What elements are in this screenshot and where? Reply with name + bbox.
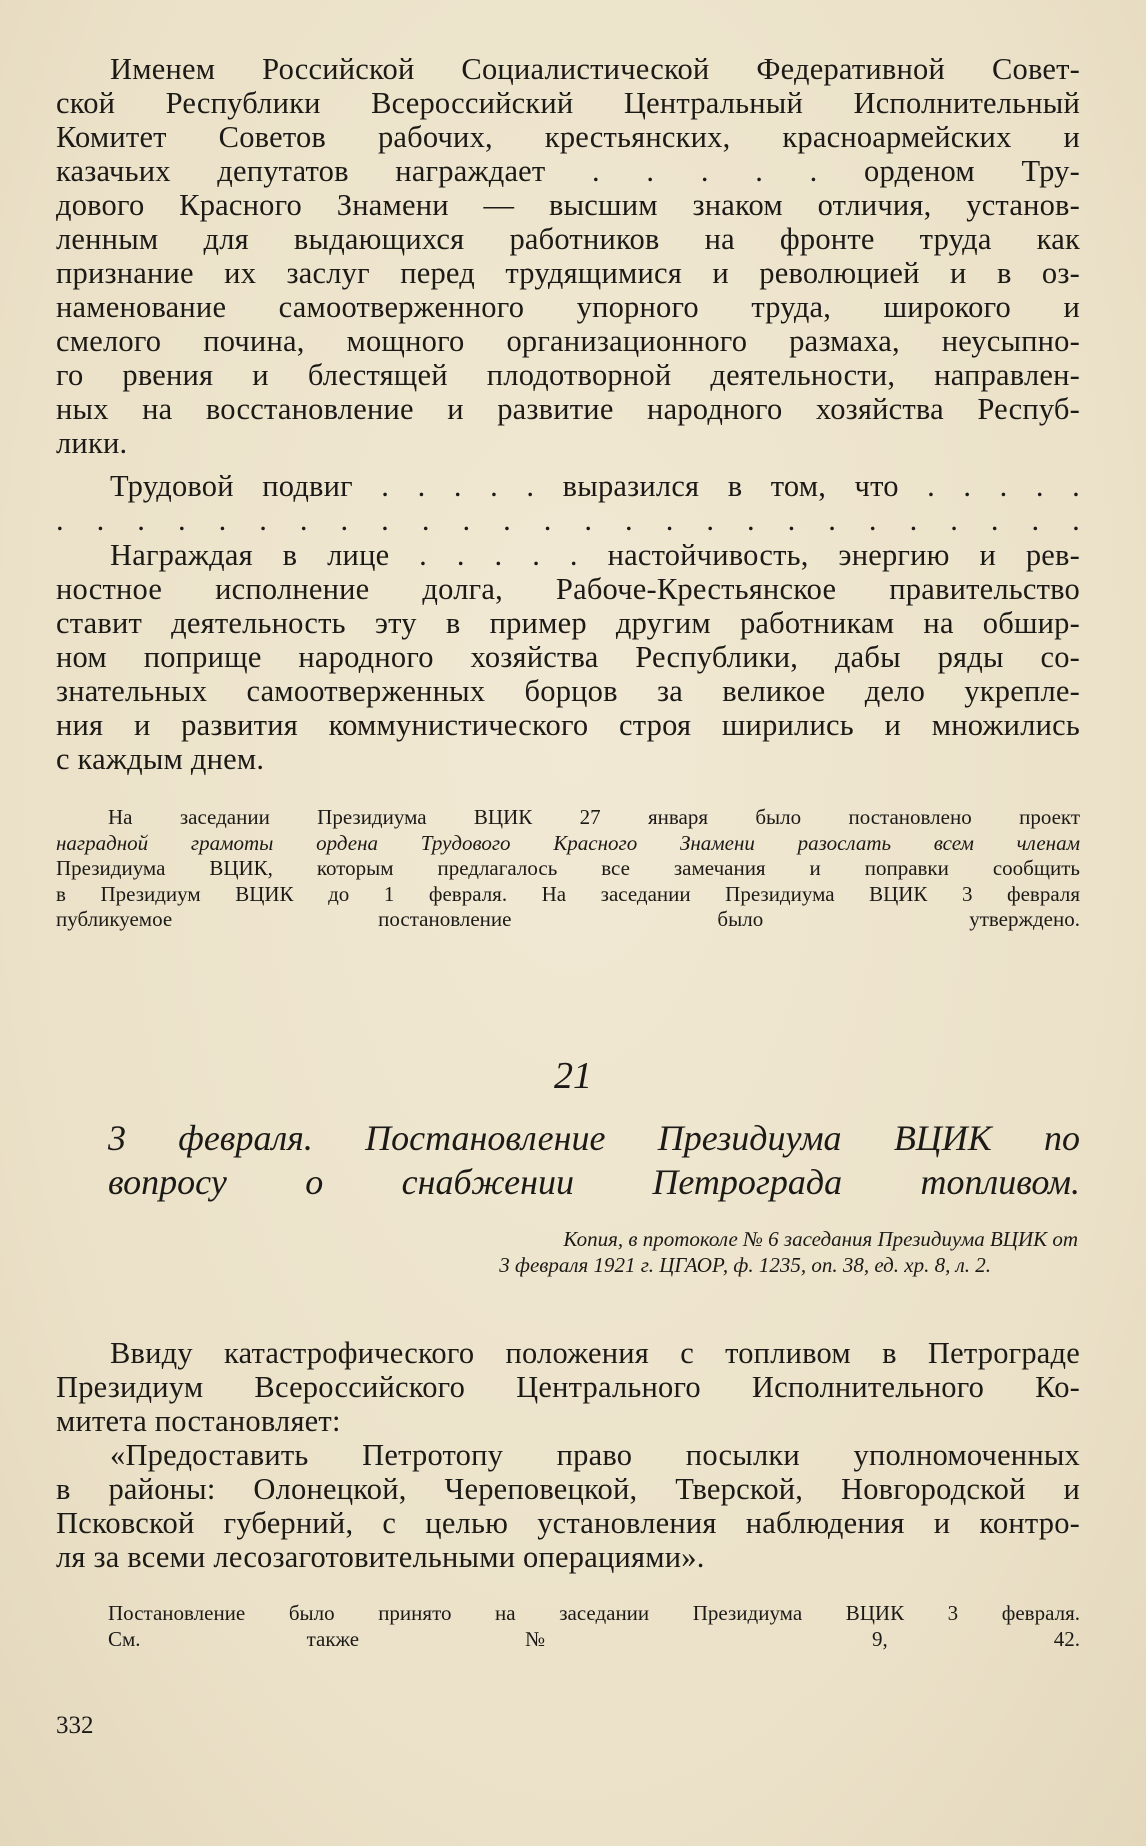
page-number: 332 <box>56 1712 94 1739</box>
text-line: ля за всеми лесозаготовительными операциями». <box>56 1540 705 1574</box>
text-line: Трудовой подвиг . . . . . выразился в том, что . . . . . <box>110 469 1080 503</box>
text-line: знательных самоотверженных борцов за великое дело укрепле- <box>56 674 1080 708</box>
note-line-italic: наградной грамоты ордена Трудового Красного Знамени разослать всем членам <box>56 830 1080 855</box>
text-line: Президиум Всероссийского Центрального Исполнительного Ко- <box>56 1370 1080 1404</box>
footnote-adoption <box>56 1601 1080 1652</box>
text-line: лики. <box>56 426 128 460</box>
note-line: публикуемое постановление было утверждено. <box>56 907 1080 931</box>
text-line: дового Красного Знамени — высшим знаком отличия, установ- <box>56 188 1080 222</box>
heading-line: 3 февраля. Постановление Президиума ВЦИК по <box>108 1118 1080 1158</box>
award-paragraph <box>56 52 1080 460</box>
text-line: признание их заслуг перед трудящимися и революцией и в оз- <box>56 256 1080 290</box>
source-line: 3 февраля 1921 г. ЦГАОР, ф. 1235, оп. 38, ед. хр. 8, л. 2. <box>499 1253 991 1277</box>
text-line: ния и развития коммунистического строя ширились и множились <box>56 708 1080 742</box>
decree-intro-paragraph <box>56 1336 1080 1438</box>
note-line: На заседании Президиума ВЦИК 27 января было постановлено проект <box>108 805 1080 829</box>
footnote-presidium <box>56 805 1080 933</box>
note-line: Президиума ВЦИК, которым предлагалось все замечания и поправки сообщить <box>56 856 1080 880</box>
text-line: «Предоставить Петротопу право посылки уполномоченных <box>110 1438 1080 1472</box>
text-line: ных на восстановление и развитие народного хозяйства Респуб- <box>56 392 1080 426</box>
text-line: ностное исполнение долга, Рабоче-Крестьянское правительство <box>56 572 1080 606</box>
text-line: смелого почина, мощного организационного размаха, неусыпно- <box>56 324 1080 358</box>
text-line: казачьих депутатов награждает . . . . . орденом Тру- <box>56 154 1080 188</box>
labor-feat-paragraph <box>56 469 1080 537</box>
note-line: См. также № 9, 42. <box>108 1626 1080 1651</box>
archival-source <box>56 1226 1078 1278</box>
text-line: ставит деятельность эту в пример другим работникам на обшир- <box>56 606 1080 640</box>
decree-quote-paragraph <box>56 1438 1080 1574</box>
source-line: Копия, в протоколе № 6 заседания Президиума ВЦИК от <box>563 1227 1078 1251</box>
text-line: Именем Российской Социалистической Федеративной Совет- <box>110 52 1080 86</box>
text-line: с каждым днем. <box>56 742 265 776</box>
text-line: ской Республики Всероссийский Центральный Исполнительный <box>56 86 1080 120</box>
document-heading <box>108 1116 1080 1204</box>
note-line: в Президиум ВЦИК до 1 февраля. На заседании Президиума ВЦИК 3 февраля <box>56 881 1080 906</box>
note-line <box>56 831 1080 857</box>
text-line: ном поприще народного хозяйства Республики, дабы ряды со- <box>56 640 1080 674</box>
text-line: Псковской губерний, с целью установления наблюдения и контро- <box>56 1506 1080 1540</box>
heading-line: вопросу о снабжении Петрограда топливом. <box>108 1162 1080 1202</box>
text-line: в районы: Олонецкой, Череповецкой, Тверской, Новгородской и <box>56 1472 1080 1506</box>
document-number: 21 <box>554 1055 592 1097</box>
text-line: наменование самоотверженного упорного труда, широкого и <box>56 290 1080 324</box>
text-line: Награждая в лице . . . . . настойчивость, энергию и рев- <box>110 538 1080 572</box>
text-line: ленным для выдающихся работников на фронте труда как <box>56 222 1080 256</box>
text-line: го рвения и блестящей плодотворной деятельности, направлен- <box>56 358 1080 392</box>
text-line: митета постановляет: <box>56 1404 341 1438</box>
text-line: Ввиду катастрофического положения с топливом в Петрограде <box>110 1336 1080 1370</box>
text-line: . . . . . . . . . . . . . . . . . . . . . . . . . . <box>56 503 1080 537</box>
text-line: Комитет Советов рабочих, крестьянских, красноармейских и <box>56 120 1080 154</box>
note-line: Постановление было принято на заседании Президиума ВЦИК 3 февраля. <box>108 1601 1080 1625</box>
rewarding-paragraph <box>56 538 1080 776</box>
